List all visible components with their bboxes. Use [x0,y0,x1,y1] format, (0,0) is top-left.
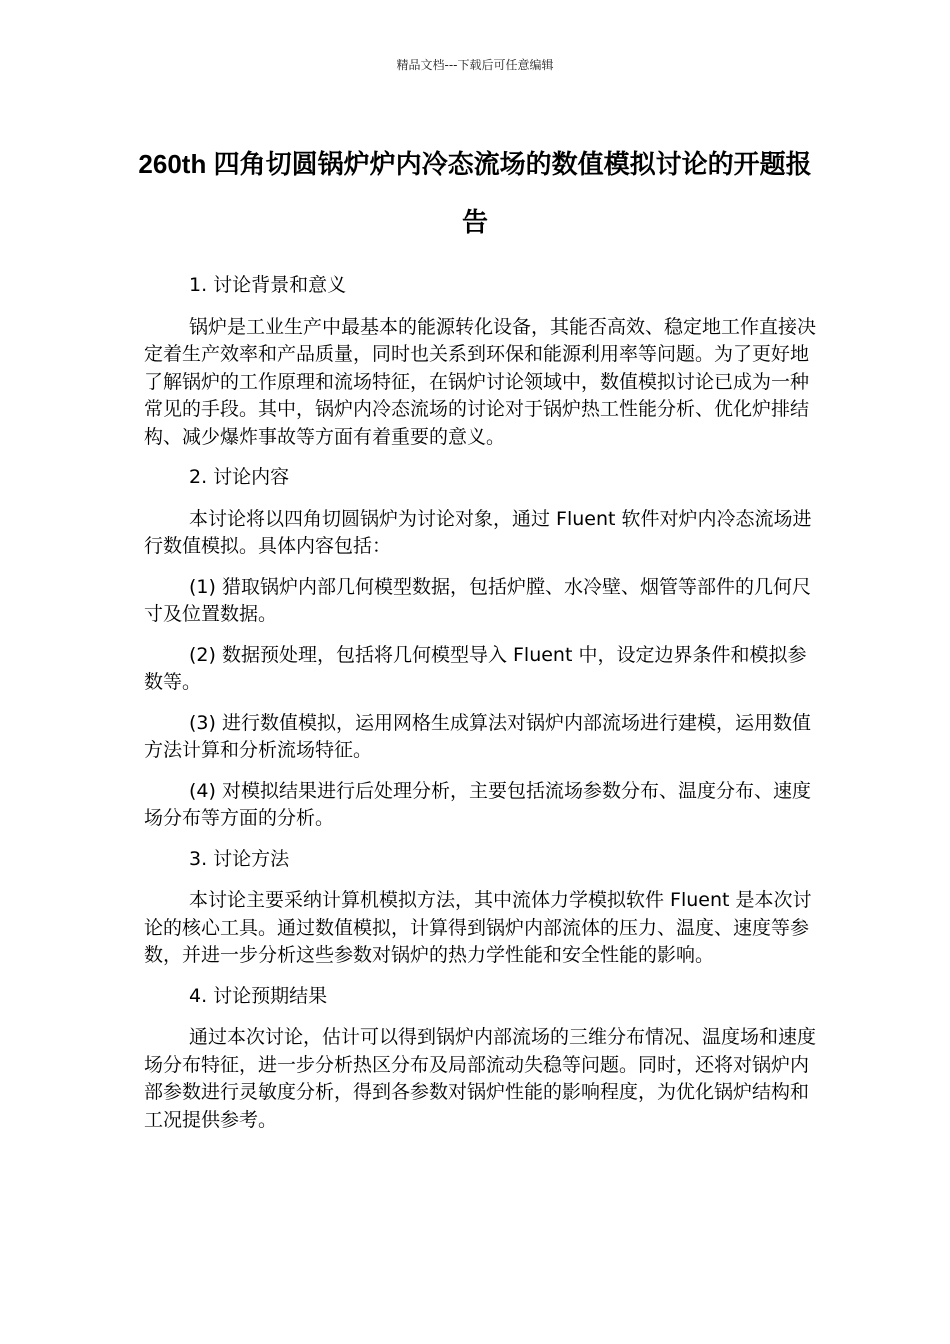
paragraph-content-intro: 本讨论将以四角切圆锅炉为讨论对象，通过 Fluent 软件对炉内冷态流场进行数值模拟。具体内容包括： [144,507,812,557]
section-heading-method: 3. 讨论方法 [189,847,290,870]
page-header-watermark: 精品文档---下载后可任意编辑 [396,58,554,72]
document-body [144,272,820,1147]
section-heading-expected-results: 4. 讨论预期结果 [189,984,328,1007]
list-item-content-3: (3) 进行数值模拟，运用网格生成算法对锅炉内部流场进行建模，运用数值方法计算和分析流场特征。 [144,711,811,761]
paragraph-expected-results: 通过本次讨论，估计可以得到锅炉内部流场的三维分布情况、温度场和速度场分布特征，进一步分析热区分布及局部流动失稳等问题。同时，还将对锅炉内部参数进行灵敏度分析，得到各参数对锅炉性能的影响程度，为优化锅炉结构和工况提供参考。 [144,1026,817,1131]
list-item-content-4: (4) 对模拟结果进行后处理分析，主要包括流场参数分布、温度分布、速度场分布等方面的分析。 [144,779,811,829]
paragraph-method: 本讨论主要采纳计算机模拟方法，其中流体力学模拟软件 Fluent 是本次讨论的核心工具。通过数值模拟，计算得到锅炉内部流体的压力、温度、速度等参数，并进一步分析这些参数对锅炉的热力学性能和安全性能的影响。 [144,889,812,966]
list-item-content-1: (1) 猎取锅炉内部几何模型数据，包括炉膛、水冷壁、烟管等部件的几何尺寸及位置数据。 [144,575,811,625]
section-heading-content: 2. 讨论内容 [189,466,290,488]
list-item-content-2: (2) 数据预处理，包括将几何模型导入 Fluent 中，设定边界条件和模拟参数等。 [144,643,807,693]
section-heading-background: 1. 讨论背景和意义 [189,274,347,296]
document-title: 260th 四角切圆锅炉炉内冷态流场的数值模拟讨论的开题报告 [138,149,812,237]
paragraph-background: 锅炉是工业生产中最基本的能源转化设备，其能否高效、稳定地工作直接决定着生产效率和产品质量，同时也关系到环保和能源利用率等问题。为了更好地了解锅炉的工作原理和流场特征，在锅炉讨论领域中，数值模拟讨论已成为一种常见的手段。其中，锅炉内冷态流场的讨论对于锅炉热工性能分析、优化炉排结构、减少爆炸事故等方面有着重要的意义。 [144,315,817,448]
